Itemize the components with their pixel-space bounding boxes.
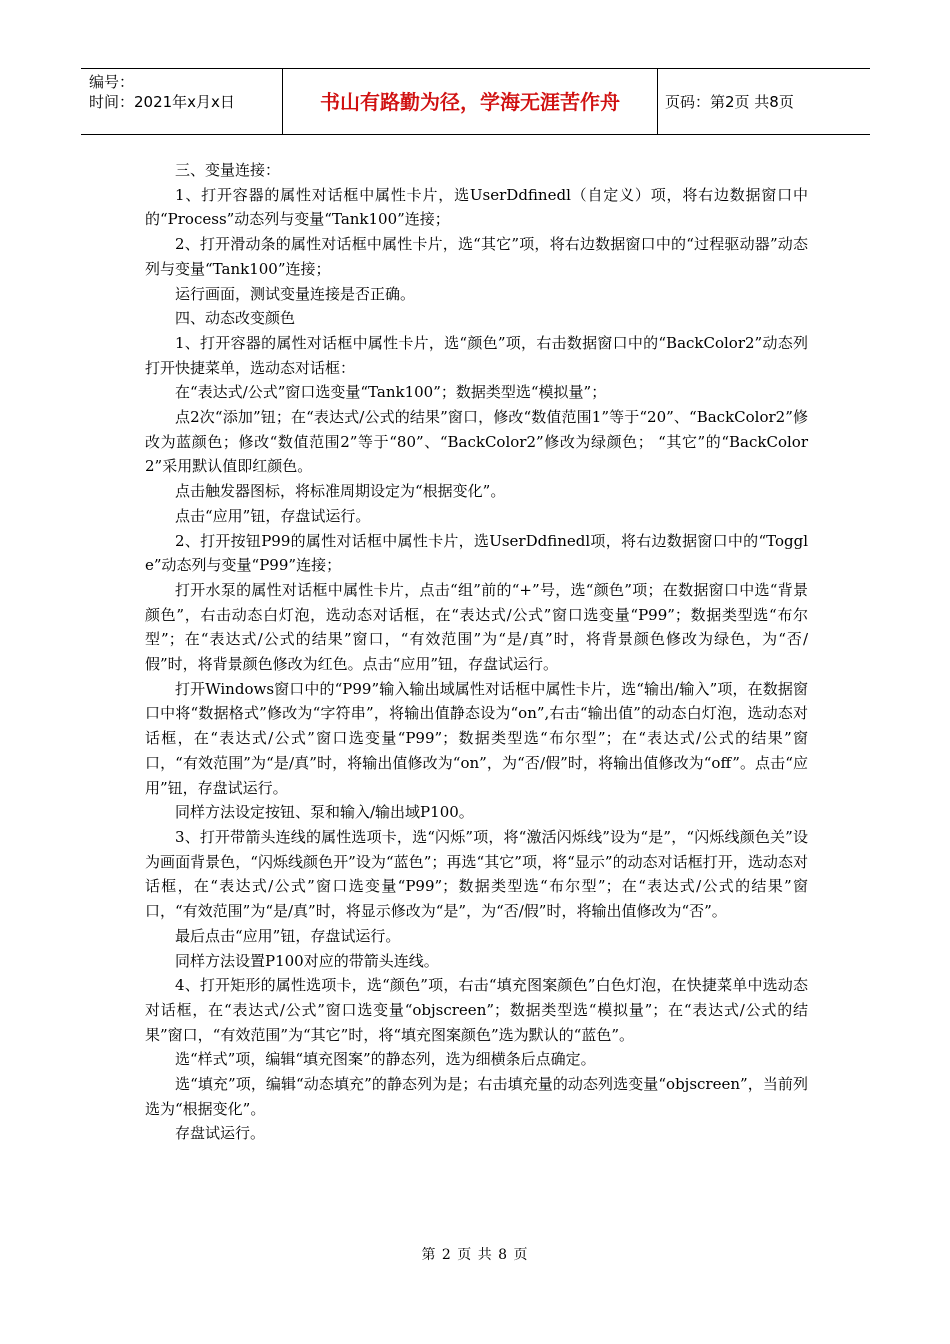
- paragraph: 3、打开带箭头连线的属性选项卡，选“闪烁”项，将“激活闪烁线”设为“是”，“闪烁线颜色关”设为画面背景色，“闪烁线颜色开”设为“蓝色”；再选“其它”项，将“显示”的动态对话框打开，选动态对话框，在“表达式/公式”窗口选变量“P99”；数据类型选“布尔型”；在“表达式/公式的结果”窗口，“有效范围”为“是/真”时，将显示修改为“是”，为“否/假”时，将输出值修改为“否”。: [145, 827, 808, 921]
- paragraph: 存盘试运行。: [175, 1124, 266, 1143]
- paragraph: 在“表达式/公式”窗口选变量“Tank100”；数据类型选“模拟量”；: [175, 383, 607, 402]
- paragraph: 2、打开按钮P99的属性对话框中属性卡片，选UserDdfinedl项，将右边数据窗口中的“Toggle”动态列与变量“P99”连接；: [145, 531, 808, 575]
- section-heading-variable-connection: 三、变量连接：: [175, 161, 281, 179]
- paragraph: 运行画面，测试变量连接是否正确。: [175, 284, 416, 303]
- document-date-label: 时间：2021年x月x日: [89, 93, 235, 111]
- paragraph: 打开水泵的属性对话框中属性卡片，点击“组”前的“+”号，选“颜色”项；在数据窗口中选“背景颜色”，右击动态白灯泡，选动态对话框，在“表达式/公式”窗口选变量“P99”；数据类型选“布尔型”；在“表达式/公式的结果”窗口，“有效范围”为“是/真”时，将背景颜色修改为绿色，为“否/假”时，将背景颜色修改为红色。点击“应用”钮，存盘试运行。: [145, 580, 808, 674]
- paragraph: 最后点击“应用”钮，存盘试运行。: [175, 926, 401, 945]
- paragraph: 点击触发器图标，将标准周期设定为“根据变化”。: [175, 482, 506, 501]
- header-info: [89, 72, 279, 112]
- paragraph: 同样方法设置P100对应的带箭头连线。: [175, 951, 439, 970]
- paragraph: 同样方法设定按钮、泵和输入/输出域P100。: [175, 803, 474, 822]
- paragraph: 1、打开容器的属性对话框中属性卡片，选“颜色”项，右击数据窗口中的“BackColor2”动态列打开快捷菜单，选动态对话框：: [145, 333, 808, 377]
- paragraph: 点2次“添加”钮；在“表达式/公式的结果”窗口，修改“数值范围1”等于“20”、“BackColor2”修改为蓝颜色；修改“数值范围2”等于“80”、“BackColor2”修改为绿颜色； “其它”的“BackColor2”采用默认值即红颜色。: [145, 408, 808, 476]
- section-heading-dynamic-color: 四、动态改变颜色: [175, 309, 296, 328]
- paragraph: 1、打开容器的属性对话框中属性卡片，选UserDdfinedl（自定义）项，将右边数据窗口中的“Process”动态列与变量“Tank100”连接；: [145, 185, 808, 229]
- paragraph: 选“填充”项，编辑“动态填充”的静态列为是；右击填充量的动态列选变量“objscreen”，当前列选为“根据变化”。: [145, 1075, 808, 1118]
- paragraph: 点击“应用”钮，存盘试运行。: [175, 506, 371, 525]
- paragraph: 打开Windows窗口中的“P99”输入输出域属性对话框中属性卡片，选“输出/输入”项，在数据窗口中将“数据格式”修改为“字符串”，将输出值静态设为“on”,右击“输出值”的动态白灯泡，选动态对话框，在“表达式/公式”窗口选变量“P99”；数据类型选“布尔型”；在“表达式/公式的结果”窗口，“有效范围”为“是/真”时，将输出值修改为“on”，为“否/假”时，将输出值修改为“off”。点击“应用”钮，存盘试运行。: [145, 679, 808, 797]
- header-motto: 书山有路勤为径，学海无涯苦作舟: [320, 90, 620, 114]
- paragraph: 选“样式”项，编辑“填充图案”的静态列，选为细横条后点确定。: [175, 1050, 596, 1069]
- header-page-number: 页码：第2页 共8页: [665, 93, 794, 111]
- paragraph: 2、打开滑动条的属性对话框中属性卡片，选“其它”项，将右边数据窗口中的“过程驱动器”动态列与变量“Tank100”连接；: [145, 235, 808, 278]
- document-number-label: 编号：: [89, 73, 135, 91]
- paragraph: 4、打开矩形的属性选项卡，选“颜色”项，右击“填充图案颜色”白色灯泡，在快捷菜单中选动态对话框，在“表达式/公式”窗口选变量“objscreen”；数据类型选“模拟量”；在“表达式/公式的结果”窗口，“有效范围”为“其它”时，将“填充图案颜色”选为默认的“蓝色”。: [145, 976, 808, 1044]
- header-divider-right: [657, 69, 658, 135]
- page-footer: 第 2 页 共 8 页: [421, 1247, 529, 1263]
- document-body: [145, 158, 808, 1146]
- page-header: [81, 68, 870, 135]
